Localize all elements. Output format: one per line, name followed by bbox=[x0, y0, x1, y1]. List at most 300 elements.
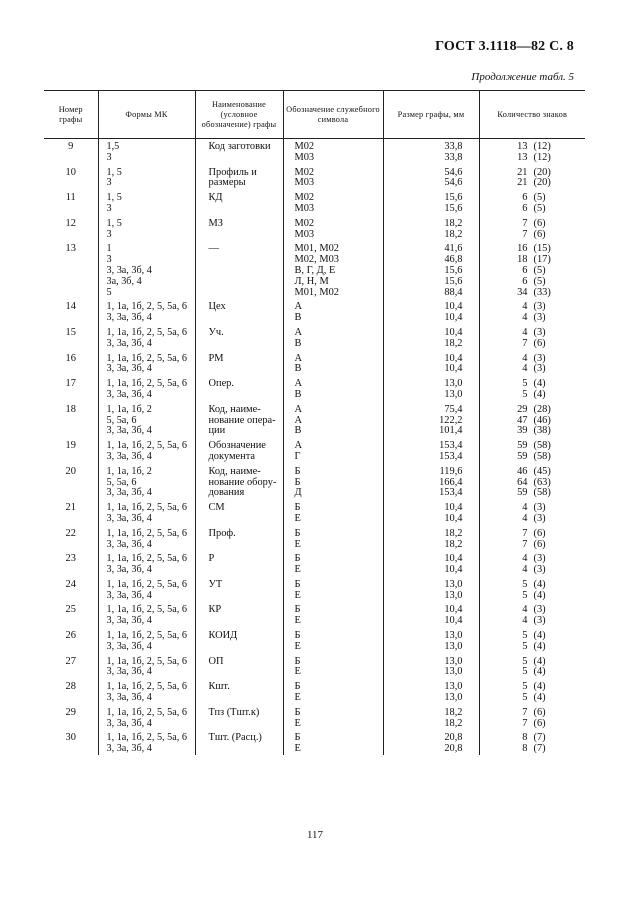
size-line: 75,4 bbox=[444, 403, 463, 415]
name-line: Тшт. (Расц.) bbox=[208, 732, 262, 744]
count-line bbox=[480, 204, 586, 215]
count-value: 7 bbox=[522, 538, 528, 550]
count-alt-value: (4) bbox=[533, 655, 546, 667]
count-line bbox=[480, 642, 586, 653]
table-row bbox=[44, 499, 585, 525]
cell-graph-number bbox=[44, 298, 98, 324]
count-line bbox=[480, 379, 586, 390]
count-line bbox=[480, 540, 586, 551]
cell-name bbox=[195, 627, 283, 653]
forms-line: 1, 1а, 1б, 2, 5, 5а, 6 bbox=[106, 527, 187, 539]
size-line: 13,0 bbox=[444, 388, 463, 400]
forms-line: 1, 1а, 1б, 2, 5, 5а, 6 bbox=[106, 301, 187, 313]
count-line bbox=[480, 244, 586, 255]
name-line: Профиль и bbox=[208, 166, 257, 178]
count-value: 7 bbox=[522, 228, 528, 240]
count-value: 59 bbox=[517, 440, 528, 452]
cell-forms bbox=[98, 324, 195, 350]
count-value: 13 bbox=[517, 151, 528, 163]
designation-line: М02 bbox=[294, 192, 315, 204]
name-line: КД bbox=[208, 192, 223, 204]
count-alt-value: (4) bbox=[533, 378, 546, 390]
forms-line: 3 bbox=[106, 151, 112, 163]
table-row bbox=[44, 215, 585, 241]
graph-table bbox=[44, 90, 585, 755]
cell-forms bbox=[98, 678, 195, 704]
cell-graph-number bbox=[44, 525, 98, 551]
cell-count bbox=[479, 653, 585, 679]
graph-number: 10 bbox=[65, 166, 76, 178]
forms-line: 3 bbox=[106, 228, 112, 240]
table-row bbox=[44, 525, 585, 551]
forms-line: 3, 3а, 3б, 4 bbox=[106, 512, 152, 524]
cell-designation bbox=[283, 375, 383, 401]
designation-line: Б bbox=[294, 630, 301, 642]
cell-forms bbox=[98, 499, 195, 525]
designation-line: Б bbox=[294, 706, 301, 718]
cell-graph-number bbox=[44, 240, 98, 298]
table-row bbox=[44, 601, 585, 627]
cell-graph-number bbox=[44, 350, 98, 376]
graph-number: 30 bbox=[65, 732, 76, 744]
table-row bbox=[44, 324, 585, 350]
count-value: 5 bbox=[522, 589, 528, 601]
designation-line: Б bbox=[294, 681, 301, 693]
count-value: 4 bbox=[522, 326, 528, 338]
cell-count bbox=[479, 401, 585, 437]
forms-line: 3, 3а, 3б, 4 bbox=[106, 388, 152, 400]
name-line: Проф. bbox=[208, 527, 236, 539]
cell-forms bbox=[98, 298, 195, 324]
size-line: 18,2 bbox=[444, 217, 463, 229]
designation-line: Е bbox=[294, 640, 301, 652]
count-alt-value: (6) bbox=[533, 706, 546, 718]
cell-graph-number bbox=[44, 704, 98, 730]
name-line: ОП bbox=[208, 655, 224, 667]
size-line: 153,4 bbox=[439, 487, 463, 499]
count-value: 13 bbox=[517, 141, 528, 152]
count-value: 6 bbox=[522, 202, 528, 214]
count-line bbox=[480, 178, 586, 189]
size-line: 13,0 bbox=[444, 589, 463, 601]
forms-line: 3 bbox=[106, 177, 112, 189]
cell-name bbox=[195, 653, 283, 679]
forms-line: 3, 3а, 3б, 4 bbox=[106, 589, 152, 601]
forms-line: 1, 5 bbox=[106, 192, 122, 204]
count-line bbox=[480, 302, 586, 313]
count-line bbox=[480, 219, 586, 230]
cell-size bbox=[383, 324, 479, 350]
name-line: КОИД bbox=[208, 630, 238, 642]
count-alt-value: (33) bbox=[533, 286, 551, 298]
name-line: Код, наиме- bbox=[208, 403, 261, 415]
cell-name bbox=[195, 215, 283, 241]
forms-line: 1, 5 bbox=[106, 166, 122, 178]
count-line bbox=[480, 708, 586, 719]
name-line: Цех bbox=[208, 301, 226, 313]
cell-name bbox=[195, 375, 283, 401]
size-line: 41,6 bbox=[444, 243, 463, 255]
count-alt-value: (5) bbox=[533, 202, 546, 214]
count-value: 8 bbox=[522, 732, 528, 744]
graph-number: 23 bbox=[65, 553, 76, 565]
forms-line: 3 bbox=[106, 254, 112, 266]
col-header-designation: Обозначение служебного символа bbox=[283, 91, 383, 139]
designation-line: Е bbox=[294, 692, 301, 704]
forms-line: 1, 1а, 1б, 2 bbox=[106, 403, 152, 415]
count-line bbox=[480, 554, 586, 565]
designation-line: Б bbox=[294, 604, 301, 616]
count-alt-value: (7) bbox=[533, 743, 546, 755]
count-alt-value: (4) bbox=[533, 388, 546, 400]
designation-line: Е bbox=[294, 743, 301, 755]
table-row bbox=[44, 375, 585, 401]
count-value: 5 bbox=[522, 681, 528, 693]
cell-graph-number bbox=[44, 375, 98, 401]
count-value: 4 bbox=[522, 363, 528, 375]
designation-line: Л, Н, М bbox=[294, 275, 329, 287]
count-value: 6 bbox=[522, 275, 528, 287]
cell-graph-number bbox=[44, 437, 98, 463]
cell-size bbox=[383, 240, 479, 298]
size-line: 166,4 bbox=[439, 476, 463, 488]
count-value: 46 bbox=[517, 465, 528, 477]
cell-count bbox=[479, 499, 585, 525]
count-alt-value: (15) bbox=[533, 243, 551, 255]
size-line: 10,4 bbox=[444, 502, 463, 514]
cell-graph-number bbox=[44, 499, 98, 525]
name-line: Код, наиме- bbox=[208, 465, 261, 477]
count-alt-value: (6) bbox=[533, 228, 546, 240]
count-line bbox=[480, 667, 586, 678]
graph-number: 22 bbox=[65, 527, 76, 539]
forms-line: 1, 1а, 1б, 2, 5, 5а, 6 bbox=[106, 326, 187, 338]
forms-line: 5 bbox=[106, 286, 112, 298]
cell-count bbox=[479, 324, 585, 350]
forms-line: 1, 1а, 1б, 2, 5, 5а, 6 bbox=[106, 578, 187, 590]
size-line: 18,2 bbox=[444, 706, 463, 718]
count-alt-value: (20) bbox=[533, 166, 551, 178]
cell-count bbox=[479, 215, 585, 241]
document-header: ГОСТ 3.1118—82 С. 8 bbox=[435, 39, 574, 54]
count-line bbox=[480, 193, 586, 204]
cell-graph-number bbox=[44, 627, 98, 653]
count-alt-value: (3) bbox=[533, 553, 546, 565]
count-value: 5 bbox=[522, 655, 528, 667]
designation-line: А bbox=[294, 440, 303, 452]
designation-line: Б bbox=[294, 502, 301, 514]
size-line: 33,8 bbox=[444, 141, 463, 152]
name-line: МЗ bbox=[208, 217, 223, 229]
cell-name bbox=[195, 463, 283, 499]
count-value: 4 bbox=[522, 615, 528, 627]
size-line: 18,2 bbox=[444, 228, 463, 240]
forms-line: 3, 3а, 3б, 4 bbox=[106, 564, 152, 576]
count-alt-value: (6) bbox=[533, 217, 546, 229]
cell-count bbox=[479, 350, 585, 376]
cell-name bbox=[195, 601, 283, 627]
graph-number: 24 bbox=[65, 578, 76, 590]
graph-number: 28 bbox=[65, 681, 76, 693]
table-row bbox=[44, 463, 585, 499]
name-line: Код заготовки bbox=[208, 141, 271, 152]
size-line: 153,4 bbox=[439, 440, 463, 452]
forms-line: 5, 5а, 6 bbox=[106, 414, 137, 426]
count-line bbox=[480, 467, 586, 478]
cell-name bbox=[195, 139, 283, 164]
count-alt-value: (58) bbox=[533, 450, 551, 462]
count-alt-value: (5) bbox=[533, 264, 546, 276]
count-alt-value: (4) bbox=[533, 666, 546, 678]
count-value: 4 bbox=[522, 312, 528, 324]
designation-line: Е bbox=[294, 564, 301, 576]
size-line: 88,4 bbox=[444, 286, 463, 298]
cell-count bbox=[479, 627, 585, 653]
size-line: 46,8 bbox=[444, 254, 463, 266]
name-line: Тпз (Тшт.к) bbox=[208, 706, 260, 718]
graph-number: 29 bbox=[65, 706, 76, 718]
forms-line: 3, 3а, 3б, 4 bbox=[106, 615, 152, 627]
count-value: 5 bbox=[522, 630, 528, 642]
size-line: 18,2 bbox=[444, 337, 463, 349]
forms-line: 1, 5 bbox=[106, 217, 122, 229]
designation-line: Е bbox=[294, 666, 301, 678]
table-row bbox=[44, 576, 585, 602]
table-row bbox=[44, 550, 585, 576]
designation-line: М03 bbox=[294, 202, 315, 214]
forms-line: 5, 5а, 6 bbox=[106, 476, 137, 488]
size-line: 15,6 bbox=[444, 264, 463, 276]
name-line: Кшт. bbox=[208, 681, 230, 693]
count-value: 29 bbox=[517, 403, 528, 415]
size-line: 122,2 bbox=[439, 414, 463, 426]
designation-line: Б bbox=[294, 553, 301, 565]
cell-count bbox=[479, 678, 585, 704]
size-line: 10,4 bbox=[444, 553, 463, 565]
count-alt-value: (3) bbox=[533, 363, 546, 375]
designation-line: В bbox=[294, 425, 302, 437]
count-alt-value: (6) bbox=[533, 337, 546, 349]
size-line: 33,8 bbox=[444, 151, 463, 163]
cell-count bbox=[479, 139, 585, 164]
designation-line: Г bbox=[294, 450, 301, 462]
cell-name bbox=[195, 678, 283, 704]
count-alt-value: (38) bbox=[533, 425, 551, 437]
forms-line: 3, 3а, 3б, 4 bbox=[106, 363, 152, 375]
designation-line: В, Г, Д, Е bbox=[294, 264, 336, 276]
designation-line: Б bbox=[294, 527, 301, 539]
cell-name bbox=[195, 576, 283, 602]
forms-line: 1,5 bbox=[106, 141, 120, 152]
count-value: 4 bbox=[522, 564, 528, 576]
count-line bbox=[480, 230, 586, 241]
cell-forms bbox=[98, 627, 195, 653]
cell-graph-number bbox=[44, 463, 98, 499]
cell-size bbox=[383, 298, 479, 324]
cell-graph-number bbox=[44, 139, 98, 164]
count-alt-value: (6) bbox=[533, 538, 546, 550]
cell-designation bbox=[283, 499, 383, 525]
forms-line: 3, 3а, 3б, 4 bbox=[106, 666, 152, 678]
name-line: РМ bbox=[208, 352, 224, 364]
cell-forms bbox=[98, 189, 195, 215]
cell-designation bbox=[283, 324, 383, 350]
cell-designation bbox=[283, 401, 383, 437]
cell-size bbox=[383, 601, 479, 627]
size-line: 54,6 bbox=[444, 166, 463, 178]
graph-number: 16 bbox=[65, 352, 76, 364]
table-row bbox=[44, 627, 585, 653]
cell-designation bbox=[283, 525, 383, 551]
count-line bbox=[480, 514, 586, 525]
cell-count bbox=[479, 601, 585, 627]
cell-graph-number bbox=[44, 215, 98, 241]
cell-forms bbox=[98, 576, 195, 602]
designation-line: Е bbox=[294, 538, 301, 550]
forms-line: 1, 1а, 1б, 2, 5, 5а, 6 bbox=[106, 630, 187, 642]
table-continuation-label: Продолжение табл. 5 bbox=[471, 71, 574, 83]
designation-line: Б bbox=[294, 476, 301, 488]
cell-size bbox=[383, 525, 479, 551]
designation-line: М03 bbox=[294, 177, 315, 189]
cell-size bbox=[383, 375, 479, 401]
forms-line: 3, 3а, 3б, 4 bbox=[106, 337, 152, 349]
cell-forms bbox=[98, 437, 195, 463]
cell-forms bbox=[98, 653, 195, 679]
forms-line: 3, 3а, 3б, 4 bbox=[106, 487, 152, 499]
count-line bbox=[480, 390, 586, 401]
cell-graph-number bbox=[44, 401, 98, 437]
table-row bbox=[44, 164, 585, 190]
table-header-row bbox=[44, 91, 585, 139]
count-line bbox=[480, 266, 586, 277]
cell-name bbox=[195, 324, 283, 350]
designation-line: Е bbox=[294, 717, 301, 729]
cell-forms bbox=[98, 375, 195, 401]
count-line bbox=[480, 682, 586, 693]
size-line: 10,4 bbox=[444, 363, 463, 375]
count-alt-value: (17) bbox=[533, 254, 551, 266]
cell-designation bbox=[283, 653, 383, 679]
graph-number: 17 bbox=[65, 378, 76, 390]
cell-designation bbox=[283, 215, 383, 241]
count-line bbox=[480, 255, 586, 266]
designation-line: Б bbox=[294, 578, 301, 590]
count-value: 4 bbox=[522, 553, 528, 565]
cell-size bbox=[383, 576, 479, 602]
count-alt-value: (6) bbox=[533, 527, 546, 539]
count-value: 34 bbox=[517, 286, 528, 298]
count-line bbox=[480, 313, 586, 324]
count-alt-value: (46) bbox=[533, 414, 551, 426]
count-line bbox=[480, 488, 586, 499]
cell-designation bbox=[283, 164, 383, 190]
cell-forms bbox=[98, 240, 195, 298]
table-row bbox=[44, 437, 585, 463]
count-alt-value: (3) bbox=[533, 604, 546, 616]
designation-line: М03 bbox=[294, 151, 315, 163]
cell-count bbox=[479, 437, 585, 463]
table-row bbox=[44, 678, 585, 704]
size-line: 10,4 bbox=[444, 615, 463, 627]
count-line bbox=[480, 405, 586, 416]
cell-size bbox=[383, 401, 479, 437]
count-line bbox=[480, 719, 586, 730]
cell-name bbox=[195, 350, 283, 376]
forms-line: 1, 1а, 1б, 2, 5, 5а, 6 bbox=[106, 553, 187, 565]
cell-forms bbox=[98, 550, 195, 576]
count-alt-value: (63) bbox=[533, 476, 551, 488]
count-value: 7 bbox=[522, 527, 528, 539]
name-line: нование опера- bbox=[208, 414, 276, 426]
forms-line: 3, 3а, 3б, 4 bbox=[106, 640, 152, 652]
count-alt-value: (3) bbox=[533, 312, 546, 324]
count-line bbox=[480, 631, 586, 642]
count-line bbox=[480, 657, 586, 668]
forms-line: 1, 1а, 1б, 2, 5, 5а, 6 bbox=[106, 732, 187, 744]
count-line bbox=[480, 277, 586, 288]
size-line: 10,4 bbox=[444, 312, 463, 324]
cell-forms bbox=[98, 350, 195, 376]
name-line: документа bbox=[208, 450, 255, 462]
cell-designation bbox=[283, 550, 383, 576]
cell-forms bbox=[98, 215, 195, 241]
designation-line: М02 bbox=[294, 217, 315, 229]
count-value: 7 bbox=[522, 717, 528, 729]
cell-size bbox=[383, 189, 479, 215]
cell-count bbox=[479, 550, 585, 576]
cell-designation bbox=[283, 350, 383, 376]
designation-line: М03 bbox=[294, 228, 315, 240]
count-alt-value: (3) bbox=[533, 326, 546, 338]
size-line: 13,0 bbox=[444, 692, 463, 704]
designation-line: А bbox=[294, 352, 303, 364]
count-line bbox=[480, 142, 586, 153]
count-value: 16 bbox=[517, 243, 528, 255]
count-value: 5 bbox=[522, 378, 528, 390]
count-value: 4 bbox=[522, 604, 528, 616]
cell-name bbox=[195, 164, 283, 190]
count-line bbox=[480, 416, 586, 427]
count-line bbox=[480, 364, 586, 375]
cell-designation bbox=[283, 298, 383, 324]
cell-name bbox=[195, 729, 283, 755]
count-line bbox=[480, 168, 586, 179]
count-value: 4 bbox=[522, 502, 528, 514]
forms-line: 3, 3а, 3б, 4 bbox=[106, 717, 152, 729]
cell-forms bbox=[98, 164, 195, 190]
count-value: 64 bbox=[517, 476, 528, 488]
count-value: 4 bbox=[522, 512, 528, 524]
cell-name bbox=[195, 437, 283, 463]
graph-number: 12 bbox=[65, 217, 76, 229]
cell-graph-number bbox=[44, 189, 98, 215]
count-alt-value: (4) bbox=[533, 630, 546, 642]
cell-count bbox=[479, 525, 585, 551]
table-row bbox=[44, 139, 585, 164]
designation-line: Е bbox=[294, 615, 301, 627]
count-alt-value: (3) bbox=[533, 301, 546, 313]
table-row bbox=[44, 298, 585, 324]
cell-count bbox=[479, 164, 585, 190]
count-alt-value: (3) bbox=[533, 352, 546, 364]
cell-forms bbox=[98, 704, 195, 730]
count-alt-value: (4) bbox=[533, 578, 546, 590]
count-alt-value: (4) bbox=[533, 692, 546, 704]
count-line bbox=[480, 580, 586, 591]
name-line: — bbox=[208, 243, 219, 255]
cell-name bbox=[195, 298, 283, 324]
